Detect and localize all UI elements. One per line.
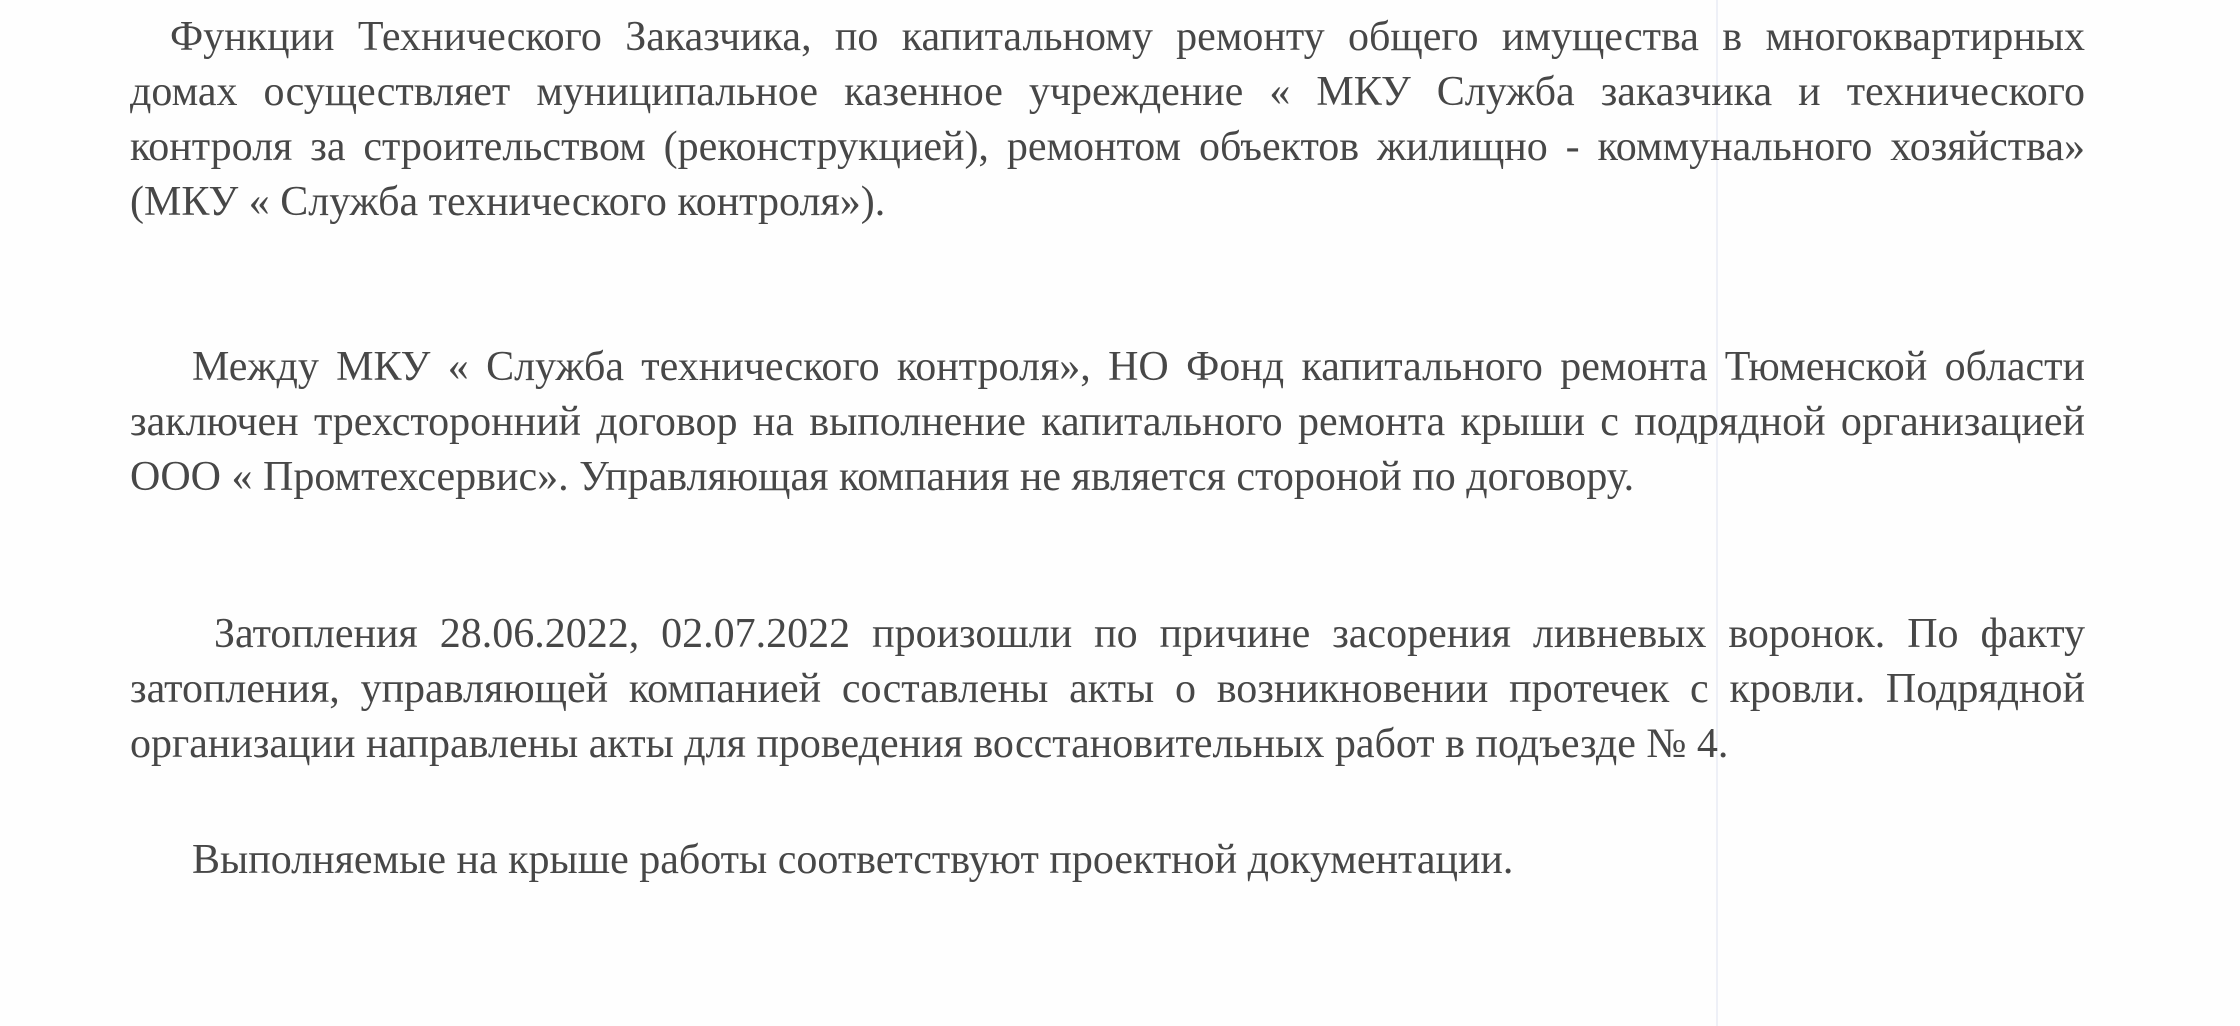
paragraph-tripartite-contract: Между МКУ « Служба технического контроля», НО Фонд капитального ремонта Тюменской области заключен трехсторонний договор на выполнение капитального ремонта крыши с подрядной организацией ООО « Промтехсервис». Управляющая компания не является стороной по договору. xyxy=(130,344,2085,500)
paragraph-technical-customer: Функции Технического Заказчика, по капитальному ремонту общего имущества в многоквартирных домах осуществляет муниципальное казенное учреждение « МКУ Служба заказчика и технического контроля за строительством (реконструкцией), ремонтом объектов жилищно - коммунального хозяйства» (МКУ « Служба технического контроля»). xyxy=(130,14,2085,225)
paragraph-flooding: Затопления 28.06.2022, 02.07.2022 произошли по причине засорения ливневых воронок. По факту затопления, управляющей компанией составлены акты о возникновении протечек с кровли. Подрядной организации направлены акты для проведения восстановительных работ в подъезде № 4. xyxy=(130,611,2085,767)
paragraph-conformity: Выполняемые на крыше работы соответствуют проектной документации. xyxy=(192,837,1514,883)
